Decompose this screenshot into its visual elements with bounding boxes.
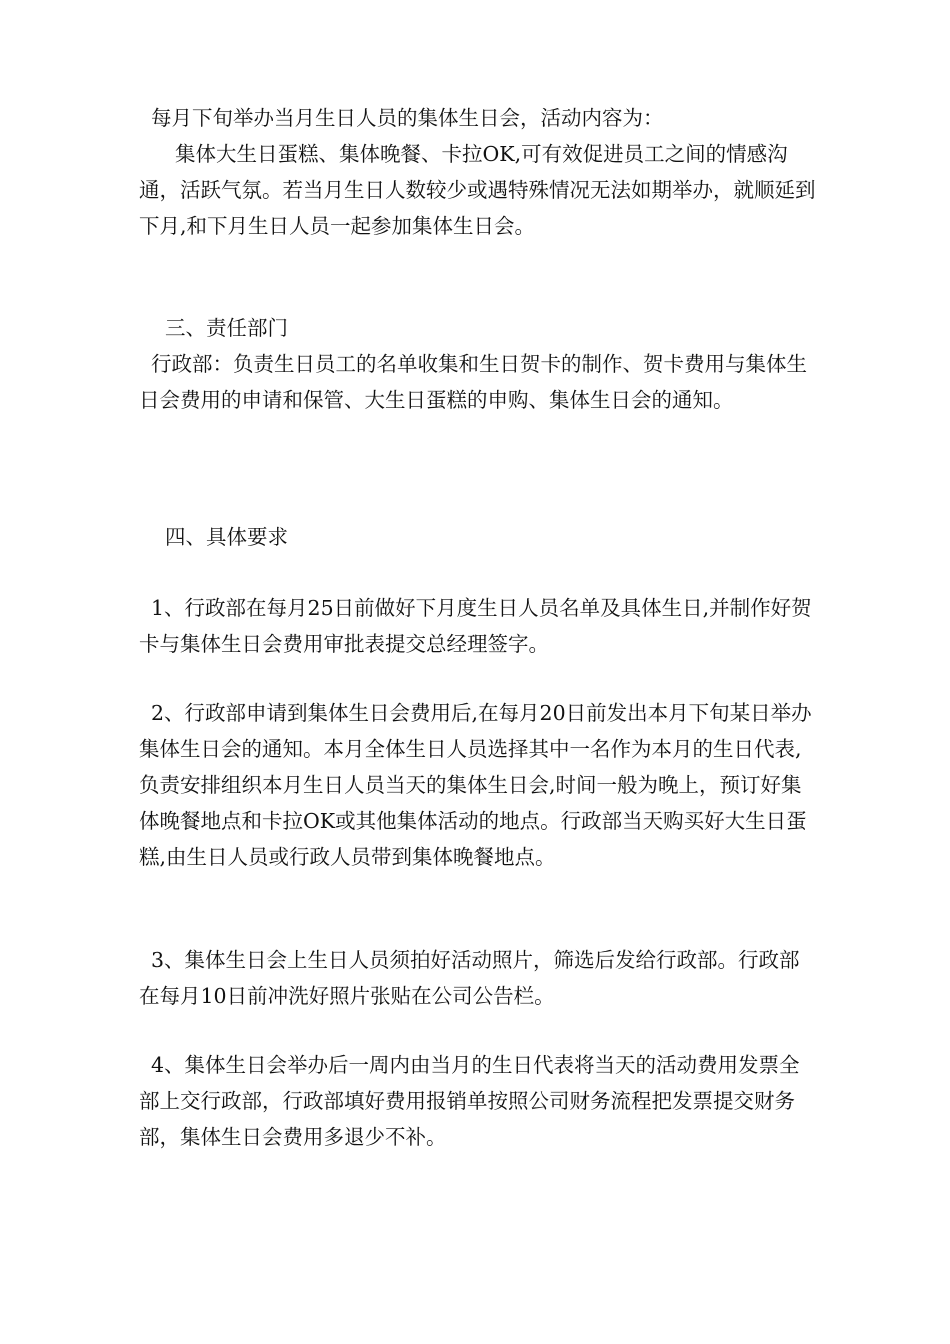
section-3-body: 行政部：负责生日员工的名单收集和生日贺卡的制作、贺卡费用与集体生日会费用的申请和保管、大生日蛋糕的申购、集体生日会的通知。 xyxy=(139,352,807,412)
requirement-item-3: 3、集体生日会上生日人员须拍好活动照片，筛选后发给行政部。行政部在每月10日前冲洗好照片张贴在公司公告栏。 xyxy=(139,948,800,1008)
section-4-heading: 四、具体要求 xyxy=(165,525,288,549)
intro-body: 集体大生日蛋糕、集体晚餐、卡拉OK,可有效促进员工之间的情感沟通，活跃气氛。若当月生日人数较少或遇特殊情况无法如期举办，就顺延到下月,和下月生日人员一起参加集体生日会。 xyxy=(139,142,816,238)
requirement-item-1: 1、行政部在每月25日前做好下月度生日人员名单及具体生日,并制作好贺卡与集体生日会费用审批表提交总经理签字。 xyxy=(139,596,812,656)
requirement-item-4: 4、集体生日会举办后一周内由当月的生日代表将当天的活动费用发票全部上交行政部，行政部填好费用报销单按照公司财务流程把发票提交财务部，集体生日会费用多退少不补。 xyxy=(139,1053,800,1149)
intro-line: 每月下旬举办当月生日人员的集体生日会，活动内容为： xyxy=(151,106,664,130)
requirement-item-2: 2、行政部申请到集体生日会费用后,在每月20日前发出本月下旬某日举办集体生日会的通知。本月全体生日人员选择其中一名作为本月的生日代表,负责安排组织本月生日人员当天的集体生日会,时间一般为晚上，预订好集体晚餐地点和卡拉OK或其他集体活动的地点。行政部当天购买好大生日蛋糕,由生日人员或行政人员带到集体晚餐地点。 xyxy=(139,701,812,869)
section-3-heading: 三、责任部门 xyxy=(165,316,288,340)
